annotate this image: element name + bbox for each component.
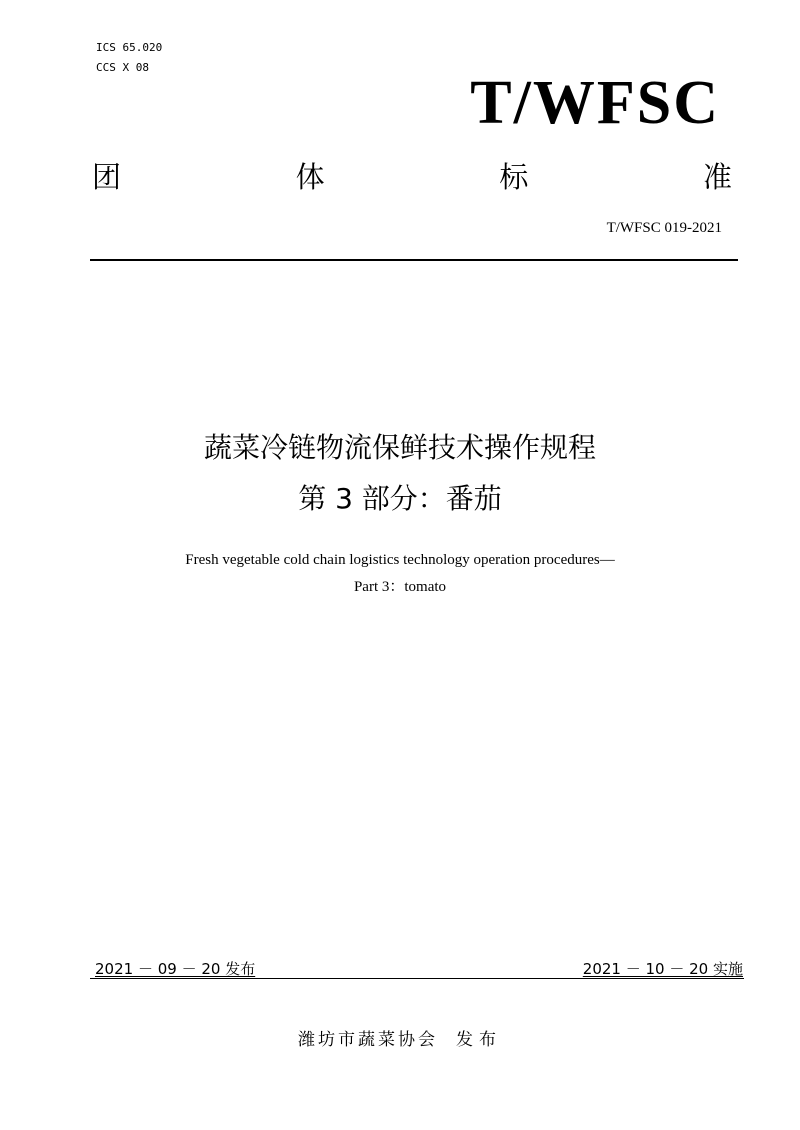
standard-logo: T/WFSC — [470, 69, 720, 137]
chinese-title-part: 第 3 部分：番茄 — [298, 482, 502, 515]
header-divider — [90, 259, 738, 261]
ics-code: ICS 65.020 — [96, 41, 163, 54]
ccs-code: CCS X 08 — [96, 61, 149, 74]
standard-number: T/WFSC 019-2021 — [606, 220, 722, 236]
english-title-main: Fresh vegetable cold chain logistics technology operation procedures— — [185, 552, 615, 568]
standard-type-char: 体 — [295, 160, 325, 194]
issuer-organization: 潍坊市蔬菜协会 — [298, 1030, 438, 1050]
standard-type-char: 标 — [499, 160, 529, 194]
standard-type-char: 团 — [92, 160, 122, 194]
issuer-action: 发布 — [456, 1030, 502, 1050]
publish-date: 2021 － 09 － 20 发布 — [95, 960, 256, 978]
footer-divider — [90, 978, 744, 979]
english-title-part: Part 3：tomato — [353, 579, 447, 595]
standard-type — [92, 155, 732, 199]
implement-date: 2021 － 10 － 20 实施 — [582, 960, 743, 978]
issuer-line — [0, 1028, 800, 1052]
standard-type-char: 准 — [702, 160, 732, 194]
chinese-title-main: 蔬菜冷链物流保鲜技术操作规程 — [203, 431, 596, 464]
